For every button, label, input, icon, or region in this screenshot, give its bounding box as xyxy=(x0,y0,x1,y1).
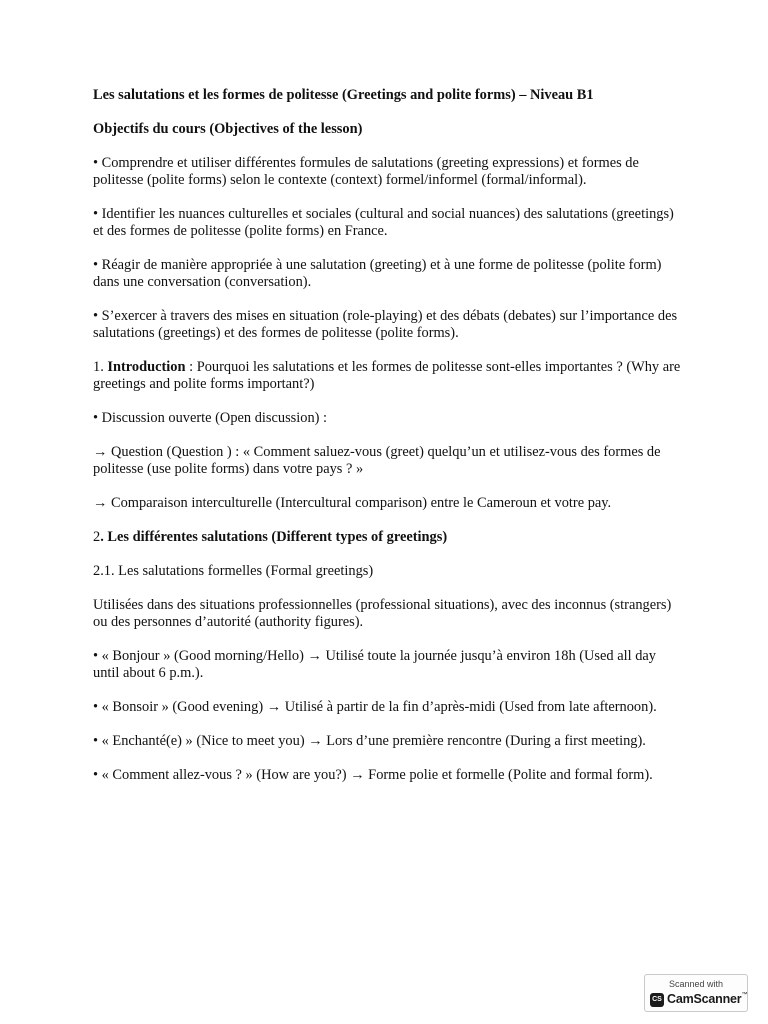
formal-greeting-item: • « Comment allez-vous ? » (How are you?) → Forme polie et formelle (Polite and formal form). xyxy=(93,767,653,783)
camscanner-logo-icon: CS xyxy=(650,993,664,1007)
section-1-text: : Pourquoi les salutations et les formes de politesse sont-elles importantes ? (Why are greetings and polite forms important?) xyxy=(93,359,681,392)
section-1-label: Introduction xyxy=(107,359,186,375)
formal-greeting-item: • « Bonsoir » (Good evening) → Utilisé à partir de la fin d’après-midi (Used from late afternoon). xyxy=(93,699,657,715)
formal-greeting-item: • « Bonjour » (Good morning/Hello) → Utilisé toute la journée jusqu’à environ 18h (Used all day until about 6 p.m.). xyxy=(93,648,656,681)
watermark-brand-name: CamScanner xyxy=(667,992,742,1006)
formal-greeting-item: • « Enchanté(e) » (Nice to meet you) → Lors d’une première rencontre (During a first meeting). xyxy=(93,733,646,749)
section-1-number: 1. xyxy=(93,359,108,375)
objective-item: • Réagir de manière appropriée à une salutation (greeting) et à une forme de politesse (polite form) dans une conversation (conversation). xyxy=(93,257,662,290)
comparison-line: → Comparaison interculturelle (Intercultural comparison) entre le Cameroun et votre pay. xyxy=(93,495,612,511)
subsection-2-1-heading: 2.1. Les salutations formelles (Formal greetings) xyxy=(93,563,374,579)
section-1-introduction xyxy=(93,359,685,393)
watermark-caption: Scanned with xyxy=(668,979,724,989)
question-line: → Question (Question ) : « Comment saluez-vous (greet) quelqu’un et utilisez-vous des formes de politesse (use polite forms) dans votre pays ? » xyxy=(93,444,661,477)
section-2-number: 2 xyxy=(93,529,101,545)
section-2-label: . Les différentes salutations (Different types of greetings) xyxy=(100,529,448,545)
formal-intro: Utilisées dans des situations professionnelles (professional situations), avec des inconnus (strangers) ou des personnes d’autorité (authority figures). xyxy=(93,597,672,630)
watermark-brand xyxy=(667,992,747,1006)
discussion-line: • Discussion ouverte (Open discussion) : xyxy=(93,410,328,426)
objective-item: • S’exercer à travers des mises en situation (role-playing) et des débats (debates) sur l’importance des salutations (greetings) et des formes de politesse (polite forms). xyxy=(93,308,678,341)
document-page xyxy=(93,87,685,801)
trademark-symbol: ™ xyxy=(741,992,748,998)
objectives-heading: Objectifs du cours (Objectives of the lesson) xyxy=(93,121,363,137)
camscanner-watermark xyxy=(644,974,748,1012)
objective-item: • Identifier les nuances culturelles et sociales (cultural and social nuances) des salutations (greetings) et des formes de politesse (polite forms) en France. xyxy=(93,206,674,239)
objective-item: • Comprendre et utiliser différentes formules de salutations (greeting expressions) et formes de politesse (polite forms) selon le contexte (context) formel/informel (formal/informal). xyxy=(93,155,639,188)
section-2-heading xyxy=(93,529,685,546)
document-title: Les salutations et les formes de politesse (Greetings and polite forms) – Niveau B1 xyxy=(93,87,594,103)
